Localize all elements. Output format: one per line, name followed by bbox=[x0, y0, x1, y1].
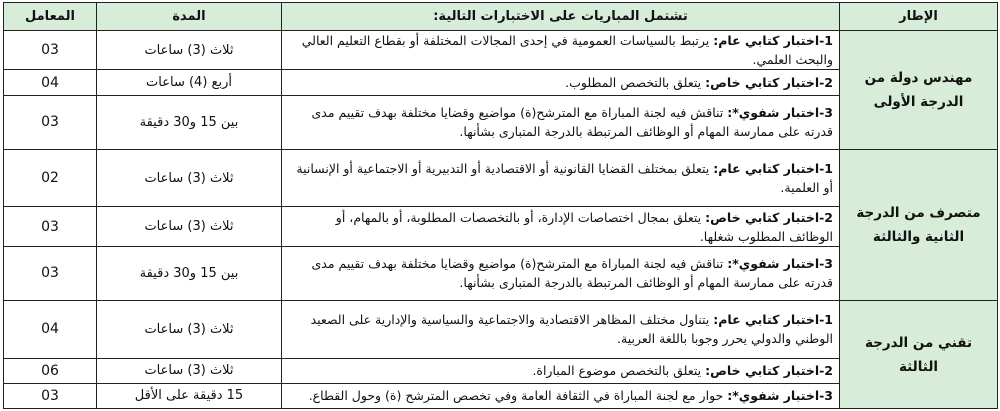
test-title: 2-اختبار كتابي خاص: bbox=[705, 209, 833, 225]
table-row bbox=[4, 150, 998, 207]
test-title: 3-اختبار شفوي*: bbox=[727, 105, 833, 121]
test-desc: يتناول مختلف المظاهر الاقتصادية والاجتماعية والسياسية والإدارية على الصعيد الوطني والدولي يحرر وجوبا باللغة العربية. bbox=[310, 312, 833, 347]
coefficient-cell: 03 bbox=[4, 95, 97, 149]
frame-cell: مهندس دولة من الدرجة الأولى bbox=[840, 31, 998, 150]
test-cell bbox=[282, 150, 840, 207]
table-row bbox=[4, 31, 998, 70]
duration-cell: ثلاث (3) ساعات bbox=[97, 31, 282, 70]
test-desc: يتعلق بمجال اختصاصات الإدارة، أو بالتخصصات المطلوبة، أو بالمهام، أو الوظائف المطلوب شغلها. bbox=[335, 209, 833, 244]
frame-cell: متصرف من الدرجة الثانية والثالثة bbox=[840, 150, 998, 301]
test-desc: يرتبط بالسياسات العمومية في إحدى المجالات المختلفة أو بقطاع التعليم العالي والبحث العلمي. bbox=[301, 33, 833, 68]
test-desc: حوار مع لجنة المباراة في الثقافة العامة وفي تخصص المترشح (ة) وحول القطاع. bbox=[308, 388, 724, 404]
header-coefficient: المعامل bbox=[4, 3, 97, 31]
test-desc: تناقش فيه لجنة المباراة مع المترشح(ة) مواضيع وقضايا مختلفة بهدف تقييم مدى قدرته على ممارسة المهام أو الوظائف المرتبطة بالدرجة المتبارى بشأنها. bbox=[311, 256, 833, 291]
test-title: 1-اختبار كتابي عام: bbox=[713, 33, 833, 49]
test-title: 2-اختبار كتابي خاص: bbox=[705, 75, 833, 91]
header-frame: الإطار bbox=[840, 3, 998, 31]
test-cell bbox=[282, 383, 840, 408]
test-title: 3-اختبار شفوي*: bbox=[727, 388, 833, 404]
test-cell bbox=[282, 358, 840, 383]
test-title: 2-اختبار كتابي خاص: bbox=[705, 363, 833, 379]
duration-cell: أربع (4) ساعات bbox=[97, 70, 282, 95]
duration-cell: ثلاث (3) ساعات bbox=[97, 207, 282, 246]
coefficient-cell: 04 bbox=[4, 70, 97, 95]
coefficient-cell: 03 bbox=[4, 31, 97, 70]
coefficient-cell: 03 bbox=[4, 383, 97, 408]
test-desc: يتعلق بمختلف القضايا القانونية أو الاقتصادية أو التدبيرية أو الاجتماعية أو الإنسانية أو العلمية. bbox=[296, 161, 833, 196]
test-desc: يتعلق بالتخصص موضوع المباراة. bbox=[532, 363, 702, 379]
test-cell bbox=[282, 31, 840, 70]
test-cell bbox=[282, 246, 840, 300]
coefficient-cell: 03 bbox=[4, 207, 97, 246]
test-title: 1-اختبار كتابي عام: bbox=[713, 312, 833, 328]
test-title: 3-اختبار شفوي*: bbox=[727, 256, 833, 272]
duration-cell: 15 دقيقة على الأقل bbox=[97, 383, 282, 408]
header-row bbox=[4, 3, 998, 31]
header-duration: المدة bbox=[97, 3, 282, 31]
duration-cell: ثلاث (3) ساعات bbox=[97, 358, 282, 383]
test-title: 1-اختبار كتابي عام: bbox=[713, 161, 833, 177]
test-cell bbox=[282, 95, 840, 149]
coefficient-cell: 06 bbox=[4, 358, 97, 383]
test-cell bbox=[282, 301, 840, 358]
coefficient-cell: 04 bbox=[4, 301, 97, 358]
duration-cell: بين 15 و30 دقيقة bbox=[97, 95, 282, 149]
test-cell bbox=[282, 70, 840, 95]
header-tests: تشتمل المباريات على الاختبارات التالية: bbox=[282, 3, 840, 31]
test-desc: تناقش فيه لجنة المباراة مع المترشح(ة) مواضيع وقضايا مختلفة بهدف تقييم مدى قدرته على ممارسة المهام أو الوظائف المرتبطة بالدرجة المتبارى بشأنها. bbox=[311, 105, 833, 140]
duration-cell: بين 15 و30 دقيقة bbox=[97, 246, 282, 300]
duration-cell: ثلاث (3) ساعات bbox=[97, 301, 282, 358]
duration-cell: ثلاث (3) ساعات bbox=[97, 150, 282, 207]
table-row bbox=[4, 301, 998, 358]
test-desc: يتعلق بالتخصص المطلوب. bbox=[565, 75, 702, 91]
exams-table bbox=[3, 2, 998, 409]
coefficient-cell: 03 bbox=[4, 246, 97, 300]
coefficient-cell: 02 bbox=[4, 150, 97, 207]
test-cell bbox=[282, 207, 840, 246]
frame-cell: تقني من الدرجة الثالثة bbox=[840, 301, 998, 409]
